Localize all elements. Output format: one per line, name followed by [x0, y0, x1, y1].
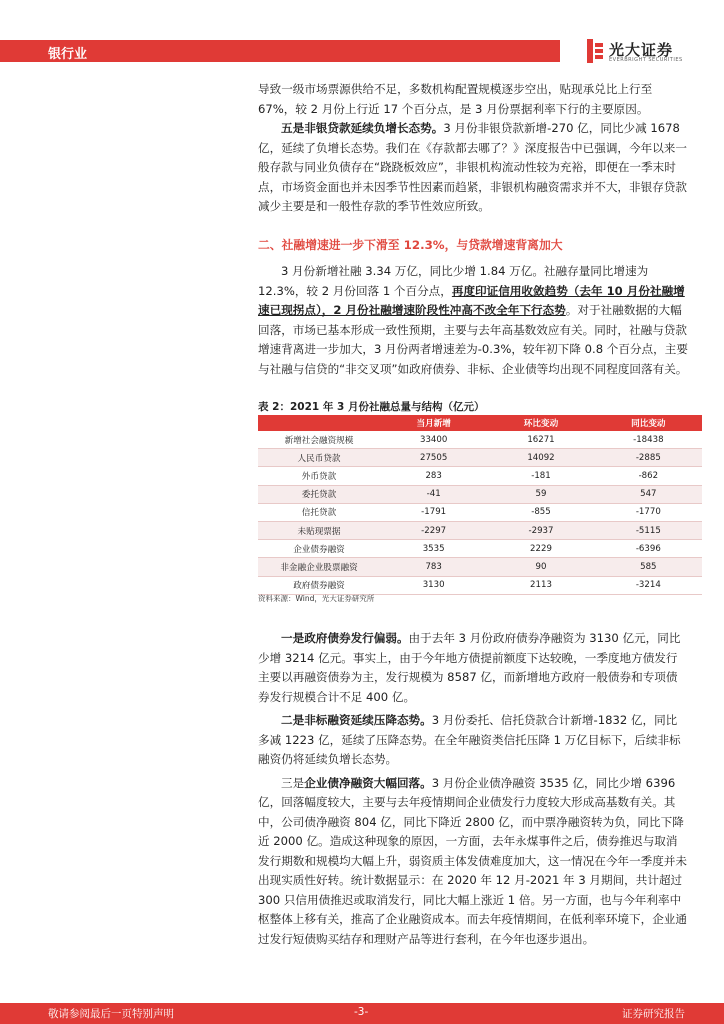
brand-logo-icon — [585, 39, 605, 63]
table-cell: 59 — [487, 485, 594, 503]
table-cell: -2937 — [487, 521, 594, 539]
table-cell: -181 — [487, 467, 594, 485]
table-cell: -6396 — [595, 540, 702, 558]
table-title: 表 2：2021 年 3 月份社融总量与结构（亿元） — [258, 401, 485, 413]
intro-paragraph-1: 导致一级市场票源供给不足，多数机构配置规模逐步空出，贴现承兑比上行至67%，较 2 月份上行近 17 个百分点，是 3 月份票据利率下行的主要原因。 — [258, 82, 653, 116]
footer-disclaimer-link[interactable]: 敬请参阅最后一页特别声明 — [48, 1008, 174, 1020]
table-cell: 未贴现票据 — [258, 521, 380, 539]
section-heading: 二、社融增速进一步下滑至 12.3%，与贷款增速背离加大 — [258, 238, 563, 252]
analysis-text — [258, 629, 688, 949]
page-number: -3- — [354, 1006, 369, 1018]
intro-text — [258, 80, 688, 217]
table-cell: 3130 — [380, 576, 487, 594]
analysis-paragraph-1-body: 由于去年 3 月份政府债券净融资为 3130 亿元，同比少增 3214 亿元。事实上，由于今年地方债提前额度下达较晚，一季度地方债发行主要以再融资债券为主，发行规模为 8587 亿，而新增地方政府一般债券和专项债券发行规模合计不足 400 亿。 — [258, 631, 681, 704]
table-cell: 企业债券融资 — [258, 540, 380, 558]
intro-paragraph-2-lead: 五是非银贷款延续负增长态势。 — [281, 121, 444, 135]
table-header-cell — [258, 415, 380, 431]
table-row — [258, 485, 702, 503]
analysis-paragraph-2 — [258, 711, 688, 770]
table-cell: -3214 — [595, 576, 702, 594]
analysis-paragraph-1 — [258, 629, 688, 707]
table-row — [258, 558, 702, 576]
section2-paragraph-start: 3 月份新增社融 3.34 万亿，同比少增 1.84 万亿。社融存量同比增速为 12.3%，较 2 月份回落 1 个百分点， — [258, 264, 649, 298]
table-row — [258, 431, 702, 449]
table-cell: 783 — [380, 558, 487, 576]
financing-table — [258, 415, 702, 595]
analysis-paragraph-3-prefix: 三是 — [281, 775, 305, 790]
table-row — [258, 540, 702, 558]
table-header-row — [258, 415, 702, 431]
intro-paragraph-2 — [258, 119, 688, 217]
table-cell: -2297 — [380, 521, 487, 539]
table-cell: 人民币贷款 — [258, 449, 380, 467]
table-cell: -862 — [595, 467, 702, 485]
table-cell: 90 — [487, 558, 594, 576]
table-row — [258, 503, 702, 521]
table-header-cell: 当月新增 — [380, 415, 487, 431]
analysis-paragraph-1-lead: 一是政府债券发行偏弱。 — [281, 631, 409, 645]
table-cell: -5115 — [595, 521, 702, 539]
table-cell: 外币贷款 — [258, 467, 380, 485]
table-cell: 547 — [595, 485, 702, 503]
table-cell: 27505 — [380, 449, 487, 467]
table-header-cell: 同比变动 — [595, 415, 702, 431]
section2-paragraph — [258, 262, 688, 379]
table-cell: 16271 — [487, 431, 594, 449]
table-cell: 2113 — [487, 576, 594, 594]
intro-paragraph-2-body: 3 月份非银贷款新增-270 亿，同比少减 1678 亿，延续了负增长态势。我们在《存款都去哪了？》深度报告中已强调，今年以来一般存款与同业负债存在“跷跷板效应”，非银机构流动性较为充裕，即便在一季末时点，市场资金面也并未因季节性因素而趋紧，非银机构融资需求并不大，非银存贷款减少主要是和一般性存款的季节性效应所致。 — [258, 121, 687, 213]
brand-logo — [585, 37, 695, 67]
table-row — [258, 467, 702, 485]
table-row — [258, 521, 702, 539]
table-cell: 283 — [380, 467, 487, 485]
analysis-paragraph-3-lead: 企业债净融资大幅回落。 — [304, 775, 432, 790]
table-cell: 新增社会融资规模 — [258, 431, 380, 449]
table-cell: -41 — [380, 485, 487, 503]
table-header-cell: 环比变动 — [487, 415, 594, 431]
table-cell: 14092 — [487, 449, 594, 467]
header-section-label: 银行业 — [48, 47, 88, 62]
table-cell: -1770 — [595, 503, 702, 521]
table-cell: 政府债券融资 — [258, 576, 380, 594]
table-cell: 33400 — [380, 431, 487, 449]
table-cell: 信托贷款 — [258, 503, 380, 521]
table-cell: -1791 — [380, 503, 487, 521]
table-cell: 委托贷款 — [258, 485, 380, 503]
section2-paragraph-highlight: 再度印证信用收敛趋势（去年 10 月份社融增速已现拐点），2 月份社融增速阶段性冲高不改全年下行态势 — [258, 283, 685, 317]
table-cell: 非金融企业股票融资 — [258, 558, 380, 576]
section2-text — [258, 262, 688, 379]
table-cell: 585 — [595, 558, 702, 576]
brand-name-cn: 光大证券 — [609, 41, 674, 59]
analysis-paragraph-3-body: 3 月份企业债净融资 3535 亿，同比少增 6396 亿，回落幅度较大，主要与去年疫情期间企业债发行力度较大形成高基数有关。其中，公司债净融资 804 亿，同比下降近 2800 亿，而中票净融资转为负，同比下降近 2000 亿。造成这种现象的原因，一方面，去年永煤事件之后，债券推迟与取消发行期数和规模均大幅上升，弱资质主体发债难度加大，这一情况在今年一季度并未出现实质性好转。统计数据显示：在 2020 年 12 月-2021 年 3 月期间，共计超过 300 只信用债推迟或取消发行，同比大幅上涨近 1 倍。另一方面，也与今年利率中枢整体上移有关，推高了企业融资成本。而去年疫情期间，在低利率环境下，企业通过发行短债购买结存和理财产品等进行套利，在今年也逐步退出。 — [258, 775, 687, 946]
table-cell: 2229 — [487, 540, 594, 558]
footer-report-type: 证券研究报告 — [622, 1008, 685, 1020]
table-cell: 3535 — [380, 540, 487, 558]
table-row — [258, 449, 702, 467]
table-source: 资料来源：Wind，光大证券研究所 — [258, 594, 375, 603]
table-row — [258, 576, 702, 594]
analysis-paragraph-2-lead: 二是非标融资延续压降态势。 — [281, 713, 432, 727]
brand-name-en: EVERBRIGHT SECURITIES — [609, 57, 683, 63]
analysis-paragraph-3 — [258, 774, 688, 950]
section2-paragraph-end: 。对于社融数据的大幅回落，市场已基本形成一致性预期，主要与去年高基数效应有关。同时，社融与贷款增速背离进一步加大，3 月份两者增速差为-0.3%，较年初下降 0.8 个百分点，主要与社融与信贷的“非交叉项”如政府债券、非标、企业债等均出现不同程度回落有关。 — [258, 303, 688, 376]
table-cell: -855 — [487, 503, 594, 521]
table-cell: -18438 — [595, 431, 702, 449]
table-cell: -2885 — [595, 449, 702, 467]
analysis-paragraph-2-body: 3 月份委托、信托贷款合计新增-1832 亿，同比多减 1223 亿，延续了压降态势。在全年融资类信托压降 1 万亿目标下，后续非标融资仍将延续负增长态势。 — [258, 713, 681, 766]
